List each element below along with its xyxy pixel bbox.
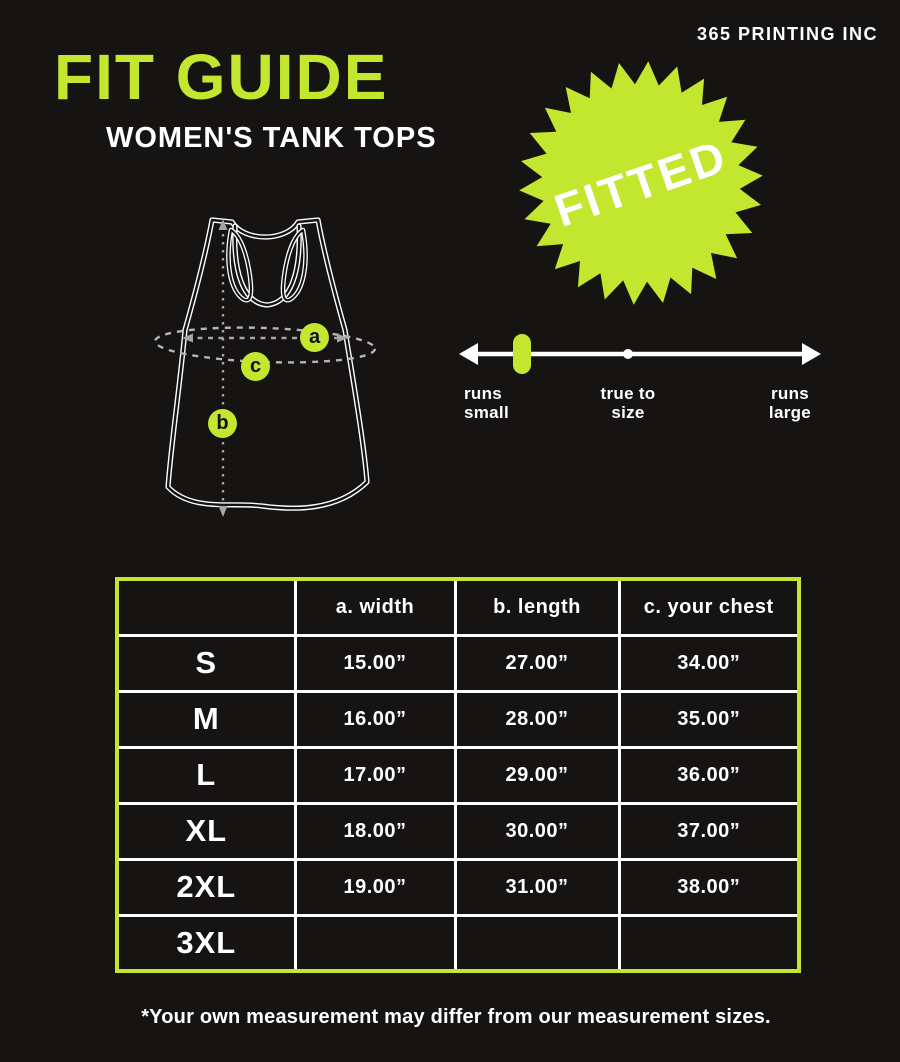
measurement-marker-a: a: [300, 323, 329, 352]
badge-label: FITTED: [547, 129, 735, 237]
scale-marker: [513, 334, 531, 374]
table-row-2xl: [117, 859, 799, 915]
chest-cell: 38.00”: [619, 859, 799, 915]
table-row-3xl: [117, 915, 799, 971]
width-cell: 16.00”: [295, 691, 455, 747]
width-cell: 19.00”: [295, 859, 455, 915]
table-header-row: [117, 579, 799, 635]
brand-text: 365 PRINTING INC: [696, 24, 878, 44]
footnote: *Your own measurement may differ from our measurement sizes.: [141, 1006, 771, 1028]
table-row-xl: [117, 803, 799, 859]
fit-scale: [440, 310, 860, 435]
table-row-s: [117, 635, 799, 691]
measurement-marker-b: b: [208, 409, 237, 438]
length-cell: 28.00”: [455, 691, 619, 747]
chest-cell: 35.00”: [619, 691, 799, 747]
width-cell: 15.00”: [295, 635, 455, 691]
size-table: [115, 577, 801, 973]
size-cell: S: [117, 635, 295, 691]
table-row-l: [117, 747, 799, 803]
chest-cell: 36.00”: [619, 747, 799, 803]
width-cell: 17.00”: [295, 747, 455, 803]
size-cell: XL: [117, 803, 295, 859]
size-cell: 3XL: [117, 915, 295, 971]
col-header-width: a. width: [295, 579, 455, 635]
scale-label-runs-large: runs large: [768, 384, 812, 422]
true-to-size-dot: [623, 349, 633, 359]
col-header-length: b. length: [455, 579, 619, 635]
size-cell: M: [117, 691, 295, 747]
width-cell: [295, 915, 455, 971]
page-subtitle: WOMEN'S TANK TOPS: [106, 122, 437, 154]
col-header-chest: c. your chest: [619, 579, 799, 635]
length-cell: 31.00”: [455, 859, 619, 915]
fitted-badge: [518, 60, 764, 306]
chest-cell: [619, 915, 799, 971]
chest-cell: 34.00”: [619, 635, 799, 691]
measurement-marker-c: c: [241, 352, 270, 381]
scale-label-runs-small: runs small: [464, 384, 509, 422]
corner-cell: [117, 579, 295, 635]
scale-label-true-to-size: true to size: [600, 384, 656, 422]
page-title: FIT GUIDE: [54, 41, 389, 113]
size-cell: L: [117, 747, 295, 803]
length-cell: 29.00”: [455, 747, 619, 803]
tank-top-illustration: [140, 200, 420, 535]
scale-arrow-icon: [440, 310, 860, 380]
width-cell: 18.00”: [295, 803, 455, 859]
size-cell: 2XL: [117, 859, 295, 915]
length-cell: [455, 915, 619, 971]
chest-cell: 37.00”: [619, 803, 799, 859]
table-row-m: [117, 691, 799, 747]
length-cell: 30.00”: [455, 803, 619, 859]
length-cell: 27.00”: [455, 635, 619, 691]
tank-top-diagram: [140, 200, 420, 535]
